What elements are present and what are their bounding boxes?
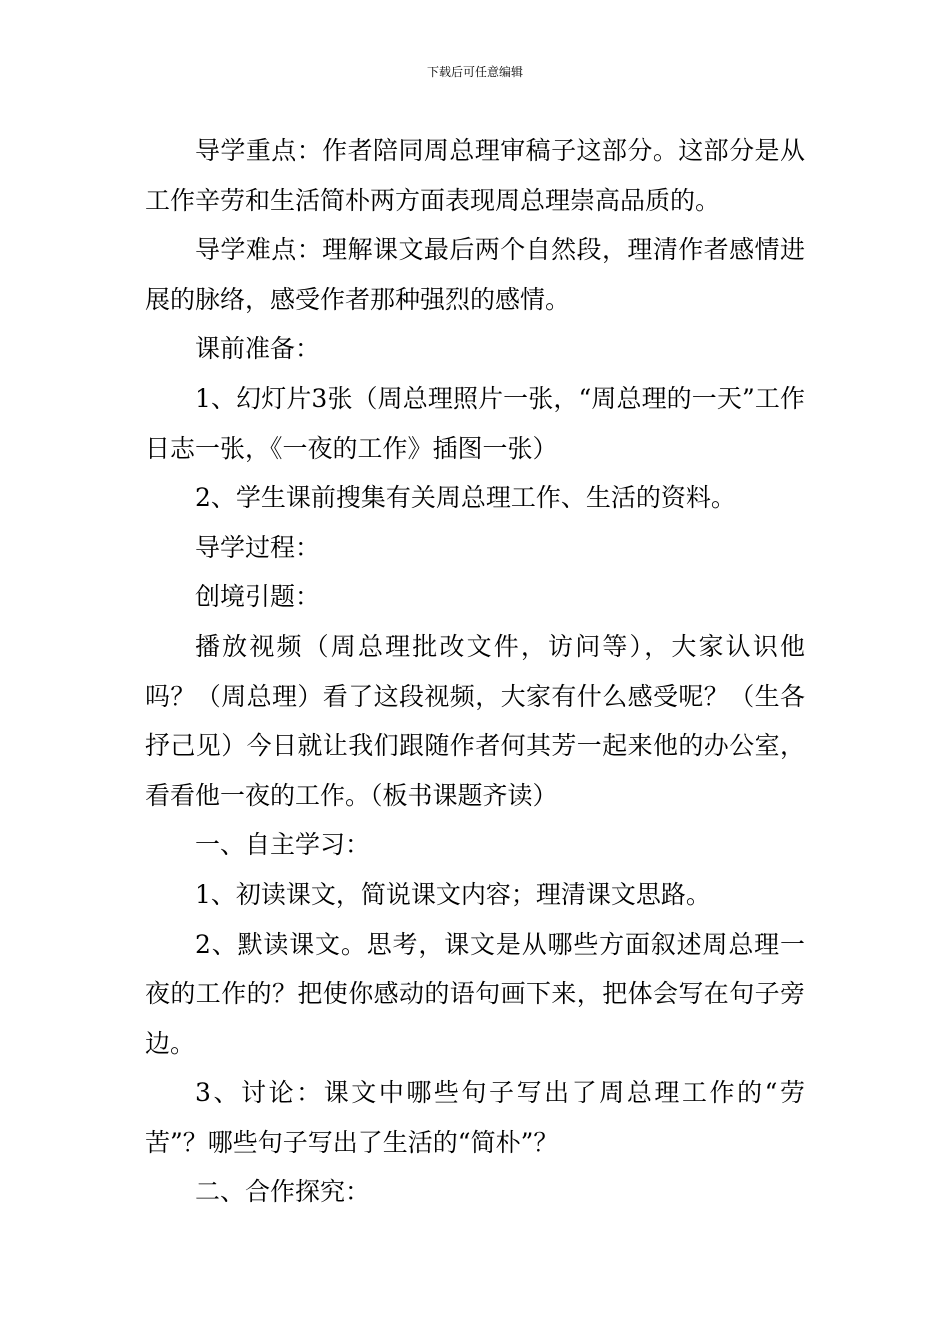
paragraph-key-points: 导学重点：作者陪同周总理审稿子这部分。这部分是从工作辛劳和生活简朴两方面表现周总理崇高品质的。 — [145, 136, 805, 215]
paragraph-section-1-item-1: 1、初读课文，简说课文内容；理清课文思路。 — [195, 879, 711, 909]
paragraph-preparation-heading: 课前准备： — [195, 334, 321, 364]
paragraph-preparation-1: 1、幻灯片3张（周总理照片一张，“周总理的一天”工作日志一张，《一夜的工作》插图一张） — [145, 383, 805, 463]
paragraph-difficulties: 导学难点：理解课文最后两个自然段，理清作者感情进展的脉络，感受作者那种强烈的感情。 — [145, 235, 805, 314]
paragraph-section-1-item-3: 3、讨论：课文中哪些句子写出了周总理工作的“劳苦”？哪些句子写出了生活的“简朴”？ — [145, 1078, 805, 1157]
paragraph-section-1-heading: 一、自主学习： — [195, 830, 371, 860]
paragraph-intro-heading: 创境引题： — [195, 582, 321, 612]
page-header-note: 下载后可任意编辑 — [426, 65, 523, 79]
document-body — [145, 126, 805, 1217]
paragraph-section-2-heading: 二、合作探究： — [195, 1177, 371, 1207]
paragraph-preparation-2: 2、学生课前搜集有关周总理工作、生活的资料。 — [195, 483, 736, 513]
paragraph-process-heading: 导学过程： — [195, 532, 321, 562]
paragraph-intro-body: 播放视频（周总理批改文件，访问等），大家认识他吗？（周总理）看了这段视频，大家有什么感受呢？（生各抒己见）今日就让我们跟随作者何其芳一起来他的办公室，看看他一夜的工作。（板书课题齐读） — [145, 631, 805, 810]
paragraph-section-1-item-2: 2、默读课文。思考，课文是从哪些方面叙述周总理一夜的工作的？把使你感动的语句画下来，把体会写在句子旁边。 — [145, 929, 805, 1058]
